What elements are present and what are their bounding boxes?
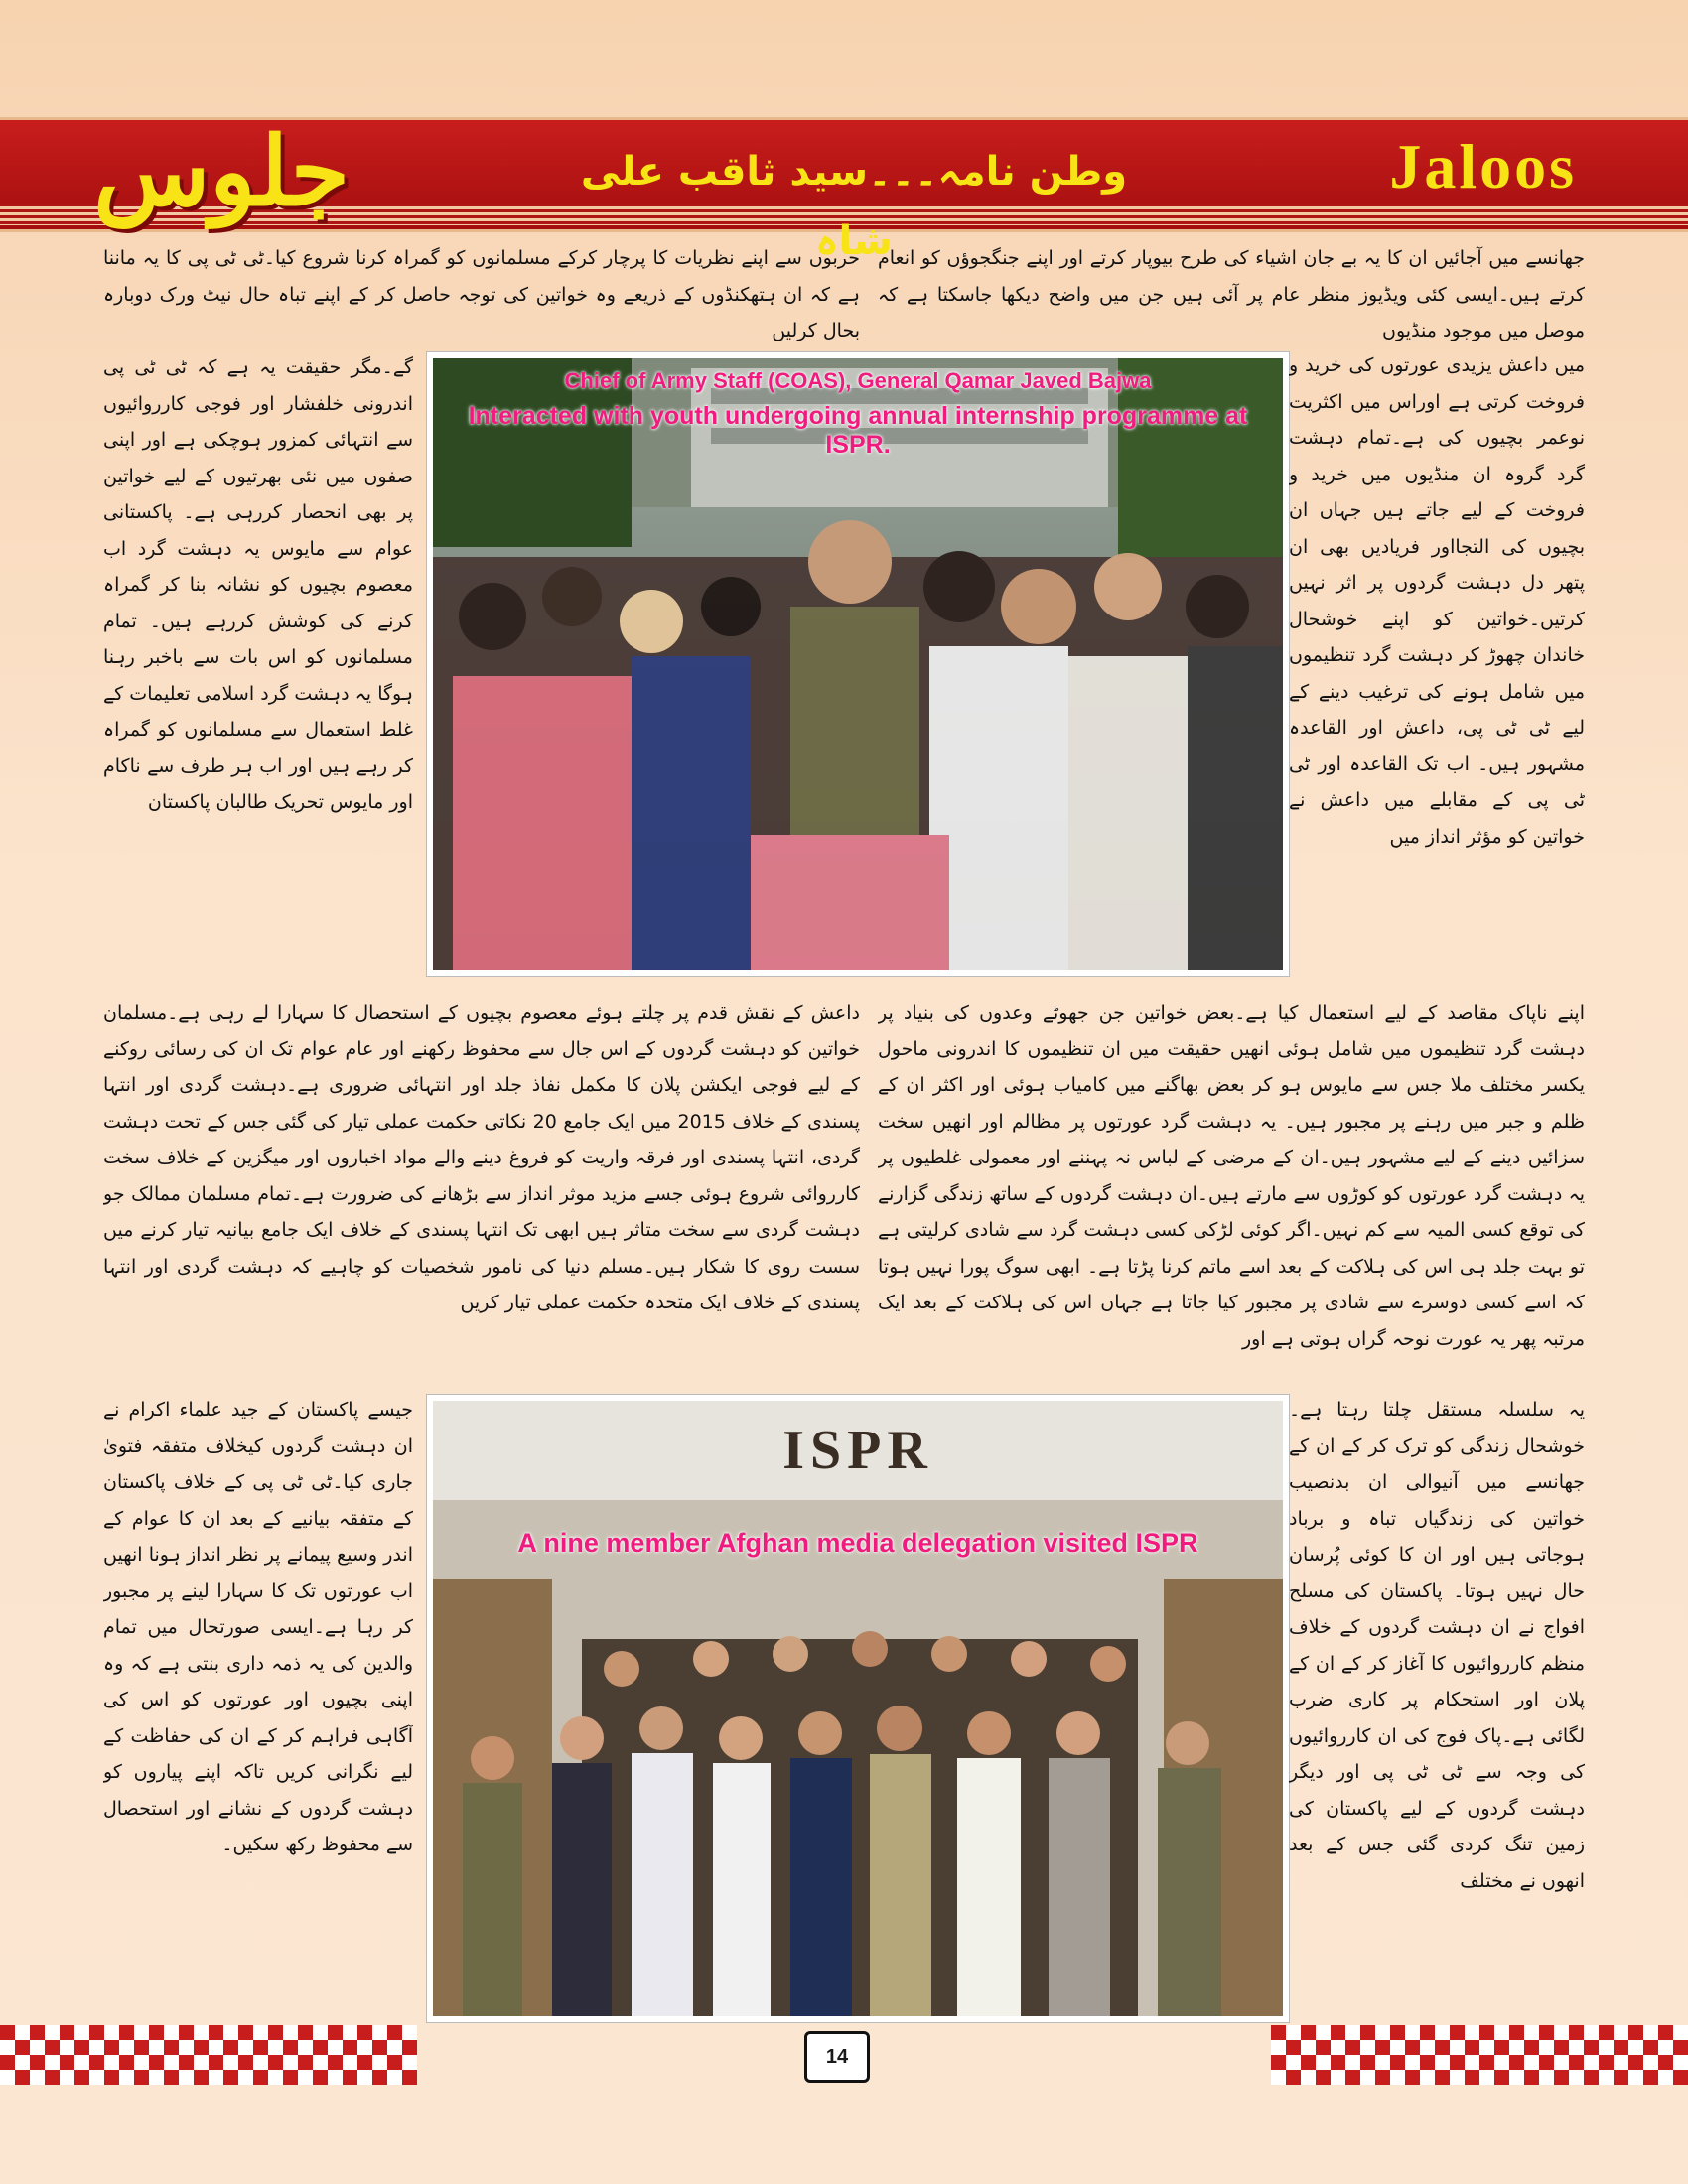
column-title: وطن نامہ۔۔۔سید ثاقب علی شاہ <box>580 149 1128 264</box>
logo-english: Jaloos <box>1389 131 1577 202</box>
group-photo-illustration <box>433 1401 1283 2016</box>
logo-urdu: جلوس <box>93 115 350 227</box>
checkered-band-right <box>1271 2025 1688 2085</box>
text-col-right-1: میں داعش یزیدی عورتوں کی خرید و فروخت کرتی ہے اوراس میں اکثریت نوعمر بچیوں کی ہے۔تمام دہشت گرد گروہ ان منڈیوں میں خرید و فروخت کے لیے جاتے ہیں جہاں ان بچیوں کی التجااور فریادیں بھی ان پتھر دل دہشت گردوں پر اثر نہیں کرتیں۔خواتین کو اپنے خوشحال خاندان چھوڑ کر دہشت گرد تنظیموں میں شامل ہونے کی ترغیب دینے کے لیے ٹی ٹی پی، داعش اور القاعدہ مشہور ہیں۔ اب تک القاعدہ اور ٹی ٹی پی کے مقابلے میں داعش نے خواتین کو مؤثر انداز میں <box>1289 354 1585 848</box>
top-photo-caption-1: Chief of Army Staff (COAS), General Qamar Javed Bajwa <box>564 368 1152 393</box>
page-number: 14 <box>804 2031 870 2083</box>
text-col-right-2: یہ سلسلہ مستقل چلتا رہتا ہے۔خوشحال زندگی کو ترک کر کے ان کے جھانسے میں آنیوالی ان بدنصیب خواتین کی زندگیاں تباہ و برباد ہوجاتی ہیں اور ان کا کوئی پُرسان حال نہیں ہوتا۔ پاکستان کی مسلح افواج نے ان دہشت گردوں کے خلاف منظم کارروائیوں کا آغاز کر کے ان کے پلان اور استحکام پر کاری ضرب لگائی ہے۔پاک فوج کی ان کارروائیوں کی وجہ سے ٹی ٹی پی اور دیگر دہشت گردوں کے لیے پاکستان کی زمین تنگ کردی گئی جس کے بعد انھوں نے مختلف <box>1289 1399 1585 1892</box>
text-mid-right: اپنے ناپاک مقاصد کے لیے استعمال کیا ہے۔بعض خواتین جن جھوٹے وعدوں کی بنیاد پر دہشت گرد تنظیموں میں شامل ہوئی انھیں حقیقت میں ان تنظیموں کا اندرونی ماحول یکسر مختلف ملا جس سے مایوس ہو کر بعض بھاگنے میں کامیاب ہوئی اور اکثر ان کے ظلم و جبر میں رہنے پر مجبور ہیں۔ یہ دہشت گرد عورتوں پر مظالم اور انھیں سخت سزائیں دینے کے لیے مشہور ہیں۔ان کے مرضی کے لباس نہ پہننے اور معمولی غلطیوں پر یہ دہشت گرد عورتوں کو کوڑوں سے مارتے ہیں۔ان دہشت گردوں کے ساتھ زندگی گزارنے کی توقع کسی المیہ سے کم نہیں۔اگر کوئی لڑکی کسی دہشت گرد سے شادی کرلیتی ہے تو بہت جلد ہی اس کی ہلاکت کے بعد اسے ماتم کرنا پڑتا ہے۔ ابھی سوگ پورا نہیں ہوتا کہ اسے کسی دوسرے سے شادی پر مجبور کیا جاتا ہے جہاں اس کی ہلاکت کے بعد ایک مرتبہ پھر یہ عورت نوحہ گراں ہوتی ہے اور <box>878 1002 1585 1350</box>
checkered-band-left <box>0 2025 417 2085</box>
text-top-left: حربوں سے اپنے نظریات کا پرچار کرکے مسلمانوں کو گمراہ کرنا شروع کیا۔ٹی ٹی پی کا یہ ماننا ہے کہ ان ہتھکنڈوں کے ذریعے وہ خواتین کی توجہ حاصل کر کے اپنے تباہ حال نیٹ ورک دوبارہ بحال کرلیں <box>103 247 860 341</box>
text-col-left-2: جیسے پاکستان کے جید علماء اکرام نے ان دہشت گردوں کیخلاف متفقہ فتویٰ جاری کیا۔ٹی ٹی پی کے خلاف پاکستان کے متفقہ بیانیے کے بعد ان کا عوام کے اندر وسیع پیمانے پر نظر انداز ہونا انھیں اب عورتوں تک کا سہارا لینے پر مجبور کر رہا ہے۔ایسی صورتحال میں تمام والدین کی یہ ذمہ داری بنتی ہے کہ وہ اپنی بچیوں اور عورتوں کو اس کی آگاہی فراہم کر کے ان کی حفاظت کے لیے نگرانی کریں تاکہ اپنے پیاروں کو دہشت گردوں کے نشانے اور استحصال سے محفوظ رکھ سکیں۔ <box>103 1399 413 1855</box>
text-col-left-1: گے۔مگر حقیقت یہ ہے کہ ٹی ٹی پی اندرونی خلفشار اور فوجی کارروائیوں سے انتہائی کمزور ہوچکی ہے اور اپنی صفوں میں نئی بھرتیوں کے لیے خواتین پر بھی انحصار کررہی ہے۔ پاکستانی عوام سے مایوس یہ دہشت گرد اب معصوم بچیوں کو نشانہ بنا کر گمراہ کرنے کی کوشش کررہے ہیں۔ تمام مسلمانوں کو اس بات سے باخبر رہنا ہوگا یہ دہشت گرد اسلامی تعلیمات کے غلط استعمال سے مسلمانوں کو گمراہ کر رہے ہیں اور اب ہر طرف سے ناکام اور مایوس تحریک طالبان پاکستان <box>103 356 413 813</box>
ispr-sign: ISPR <box>782 1420 933 1481</box>
top-photo-caption-2: Interacted with youth undergoing annual internship programme at ISPR. <box>468 402 1248 459</box>
text-top-right: جھانسے میں آجائیں ان کا یہ بے جان اشیاء کی طرح بیوپار کرتے اور اپنے جنگجوؤں کو انعام کرتے ہیں۔ایسی کئی ویڈیوز منظر عام پر آئی ہیں جن میں واضح دیکھا جاسکتا ہے کہ موصل میں موجود منڈیوں <box>878 247 1585 341</box>
bottom-photo-caption: A nine member Afghan media delegation visited ISPR <box>517 1528 1198 1558</box>
photo-afghan-delegation <box>427 1395 1289 2022</box>
text-mid-left: داعش کے نقش قدم پر چلتے ہوئے معصوم بچیوں کے استحصال کا سہارا لے رہی ہے۔مسلمان خواتین کو دہشت گردوں کے اس جال سے محفوظ رکھنے اور عام عوام تک ان کی رسائی روکنے کے لیے فوجی ایکشن پلان کا مکمل نفاذ جلد اور انتہائی ضروری ہے۔دہشت گردی اور انتہا پسندی کے خلاف 2015 میں ایک جامع 20 نکاتی حکمت عملی تیار کی گئی جس کے تحت دہشت گردی، انتہا پسندی اور فرقہ واریت کو فروغ دینے والے مواد اخباروں اور میگزین کے خلاف سخت کارروائی شروع ہوئی جسے مزید موثر انداز سے بڑھانے کی ضرورت ہے۔تمام مسلمان ممالک جو دہشت گردی سے سخت متاثر ہیں ابھی تک انتہا پسندی کے خلاف ایک جامع بیانیہ تیار کرنے میں سست روی کا شکار ہیں۔مسلم دنیا کی نامور شخصیات کو چاہیے کہ دہشت گردی اور انتہا پسندی کے خلاف ایک متحدہ حکمت عملی تیار کریں <box>103 1002 860 1313</box>
photo-coas-interaction <box>427 352 1289 976</box>
